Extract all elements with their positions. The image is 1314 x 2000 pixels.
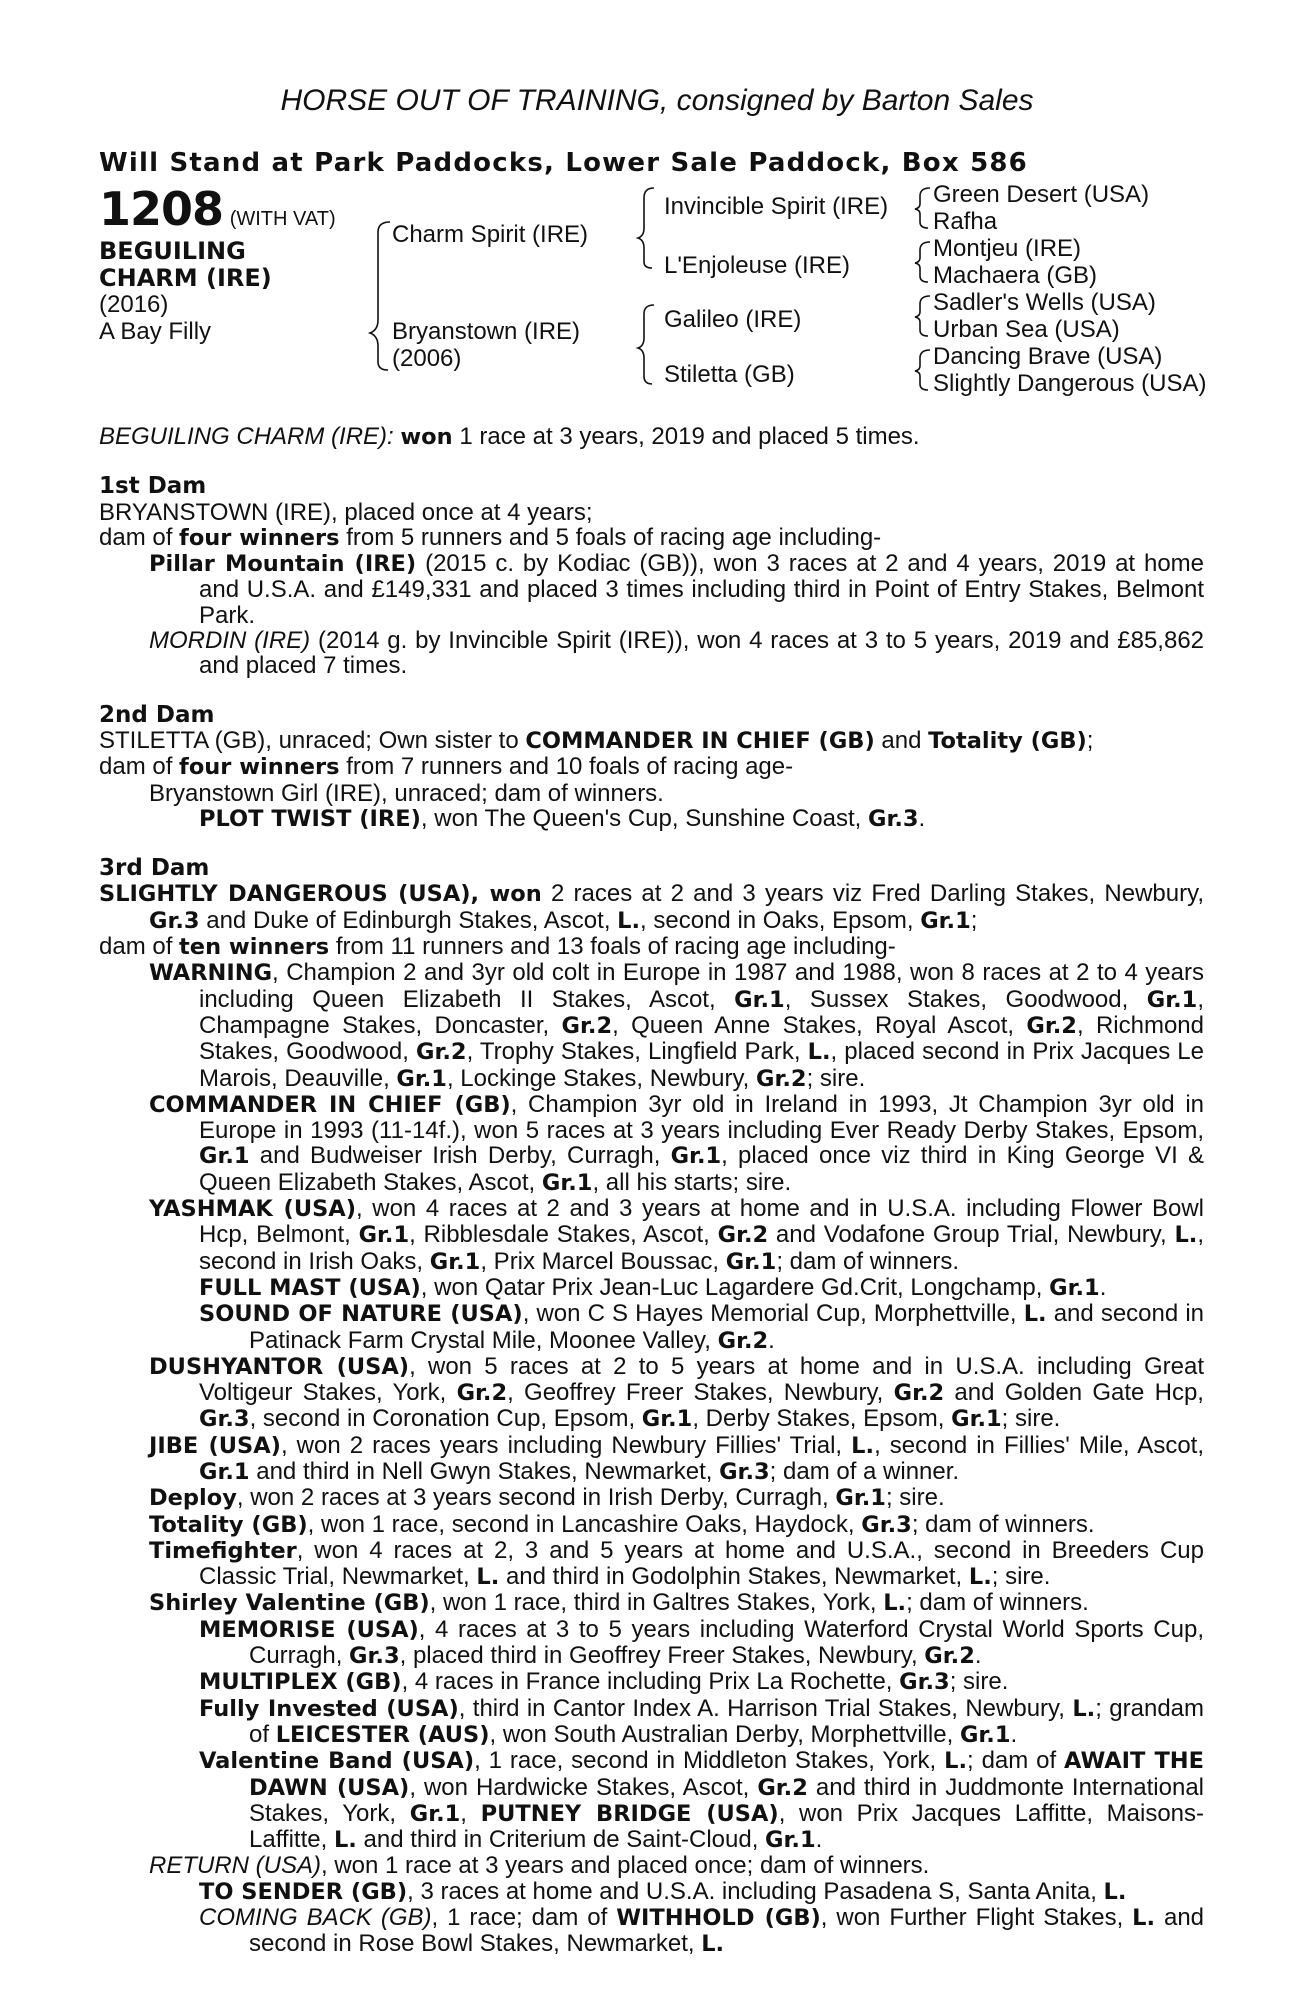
pedigree-g3: Montjeu (IRE) — [933, 235, 1082, 262]
vat-note: (WITH VAT) — [229, 208, 336, 230]
entry-totality: Totality (GB), won 1 race, second in Lancashire Oaks, Haydock, Gr.3; dam of winners. — [149, 1510, 1095, 1538]
pedigree-g1: Green Desert (USA) — [933, 181, 1150, 208]
entry-dushyantor: DUSHYANTOR (USA), won 5 races at 2 to 5 years at home and in U.S.A. including Great Voltigeur Stakes, York, Gr.2, Geoffrey Freer Stakes, Newbury, Gr.2 and Golden Gate Hcp, Gr.3, second in Coronation Cup, Epsom, Gr.1, Derby Stakes, Epsom, Gr.1; sire. — [149, 1352, 1205, 1433]
second-dam-produce: dam of four winners from 7 runners and 10 foals of racing age- — [99, 753, 794, 781]
third-dam-produce: dam of ten winners from 11 runners and 13 foals of racing age including- — [99, 933, 896, 961]
pedigree-dam-sire: Galileo (IRE) — [664, 306, 802, 333]
first-dam-entry-2: MORDIN (IRE) (2014 g. by Invincible Spirit (IRE)), won 4 races at 3 to 5 years, 2019 and £85,862 and placed 7 times. — [149, 627, 1205, 680]
first-dam-name: BRYANSTOWN (IRE), placed once at 4 years; — [99, 498, 593, 526]
pedigree-g7: Dancing Brave (USA) — [933, 343, 1163, 370]
foaling-year: (2016) — [99, 291, 169, 318]
pedigree-g4: Machaera (GB) — [933, 262, 1098, 289]
pedigree-g8: Slightly Dangerous (USA) — [933, 370, 1207, 397]
second-dam-entry-1: Bryanstown Girl (IRE), unraced; dam of winners. — [149, 779, 664, 807]
entry-return: RETURN (USA), won 1 race at 3 years and placed once; dam of winners. — [149, 1852, 930, 1880]
horse-description: A Bay Filly — [99, 318, 212, 345]
entry-fully-invested: Fully Invested (USA), third in Cantor Index A. Harrison Trial Stakes, Newbury, L.; grandam of LEICESTER (AUS), won South Australian Derby, Morphettville, Gr.1. — [199, 1694, 1205, 1748]
bracket-g3-3 — [915, 296, 930, 336]
pedigree-dam-dam: Stiletta (GB) — [664, 361, 795, 388]
pedigree-dam-year: (2006) — [392, 345, 462, 372]
third-dam-title: 3rd Dam — [99, 855, 210, 882]
bracket-g3-2 — [915, 242, 930, 282]
catalogue-body — [99, 424, 1204, 1958]
entry-jibe: JIBE (USA), won 2 races years including Newbury Fillies' Trial, L., second in Fillies' Mile, Ascot, Gr.1 and third in Nell Gwyn Stakes, Newmarket, Gr.3; dam of a winner. — [149, 1431, 1204, 1485]
horse-name-line1: BEGUILING — [99, 237, 246, 265]
bracket-gen1 — [370, 222, 390, 370]
race-summary: BEGUILING CHARM (IRE): won 1 race at 3 years, 2019 and placed 5 times. — [99, 423, 920, 450]
bracket-g3-1 — [915, 188, 930, 228]
bracket-g3-4 — [915, 350, 930, 390]
pedigree-sire-dam: L'Enjoleuse (IRE) — [664, 252, 850, 279]
standing-location: Will Stand at Park Paddocks, Lower Sale Paddock, Box 586 — [99, 148, 1028, 178]
second-dam-name: STILETTA (GB), unraced; Own sister to COMMANDER IN CHIEF (GB) and Totality (GB); — [99, 726, 1094, 754]
entry-sound-of-nature: SOUND OF NATURE (USA), won C S Hayes Memorial Cup, Morphettville, L. and second in Patinack Farm Crystal Mile, Moonee Valley, Gr.2. — [199, 1300, 1205, 1354]
entry-multiplex: MULTIPLEX (GB), 4 races in France including Prix La Rochette, Gr.3; sire. — [199, 1668, 1009, 1696]
entry-timefighter: Timefighter, won 4 races at 2, 3 and 5 years at home and U.S.A., second in Breeders Cup Classic Trial, Newmarket, L. and third in Godolphin Stakes, Newmarket, L.; sire. — [149, 1536, 1204, 1591]
entry-full-mast: FULL MAST (USA), won Qatar Prix Jean-Luc Lagardere Gd.Crit, Longchamp, Gr.1. — [199, 1273, 1107, 1301]
entry-yashmak: YASHMAK (USA), won 4 races at 2 and 3 years at home and in U.S.A. including Flower Bowl Hcp, Belmont, Gr.1, Ribblesdale Stakes, Ascot, Gr.2 and Vodafone Group Trial, Newbury, L., second in Irish Oaks, Gr.1, Prix Marcel Boussac, Gr.1; dam of winners. — [149, 1195, 1205, 1275]
pedigree-sire-sire: Invincible Spirit (IRE) — [664, 193, 889, 220]
first-dam-entry-1: Pillar Mountain (IRE) (2015 c. by Kodiac (GB)), won 3 races at 2 and 4 years, 2019 at home and U.S.A. and £149,331 and placed 3 times including third in Point of Entry Stakes, Belmont Park. — [149, 550, 1205, 629]
pedigree-dam: Bryanstown (IRE) — [392, 318, 581, 345]
entry-deploy: Deploy, won 2 races at 3 years second in Irish Derby, Curragh, Gr.1; sire. — [149, 1484, 945, 1512]
pedigree-g5: Sadler's Wells (USA) — [933, 289, 1156, 316]
first-dam-title: 1st Dam — [99, 473, 207, 500]
bracket-gen2-dam — [638, 305, 654, 384]
pedigree-sire: Charm Spirit (IRE) — [392, 221, 589, 248]
pedigree-g6: Urban Sea (USA) — [933, 316, 1120, 343]
bracket-gen2-sire — [638, 188, 654, 268]
entry-commander-in-chief: COMMANDER IN CHIEF (GB), Champion 3yr old in Ireland in 1993, Jt Champion 3yr old in Europe in 1993 (11-14f.), won 5 races at 3 years including Ever Ready Derby Stakes, Epsom, Gr.1 and Budweiser Irish Derby, Curragh, Gr.1, placed once viz third in King George VI & Queen Elizabeth Stakes, Ascot, Gr.1, all his starts; sire. — [149, 1090, 1205, 1196]
entry-warning: WARNING, Champion 2 and 3yr old colt in Europe in 1987 and 1988, won 8 races at 2 to 4 years including Queen Elizabeth II Stakes, Ascot, Gr.1, Sussex Stakes, Goodwood, Gr.1, Champagne Stakes, Doncaster, Gr.2, Queen Anne Stakes, Royal Ascot, Gr.2, Richmond Stakes, Goodwood, Gr.2, Trophy Stakes, Lingfield Park, L., placed second in Prix Jacques Le Marois, Deauville, Gr.1, Lockinge Stakes, Newbury, Gr.2; sire. — [149, 959, 1205, 1092]
third-dam-name: SLIGHTLY DANGEROUS (USA), won 2 races at 2 and 3 years viz Fred Darling Stakes, Newbury, Gr.3 and Duke of Edinburgh Stakes, Ascot, L., second in Oaks, Epsom, Gr.1; — [99, 880, 1204, 934]
pedigree-g2: Rafha — [933, 208, 998, 235]
entry-to-sender: TO SENDER (GB), 3 races at home and U.S.A. including Pasadena S, Santa Anita, L. — [199, 1877, 1127, 1905]
entry-shirley-valentine: Shirley Valentine (GB), won 1 race, third in Galtres Stakes, York, L.; dam of winners. — [149, 1589, 1089, 1617]
page-title: HORSE OUT OF TRAINING, consigned by Barton Sales — [280, 84, 1034, 117]
second-dam-title: 2nd Dam — [99, 701, 215, 728]
first-dam-produce: dam of four winners from 5 runners and 5 foals of racing age including- — [99, 523, 882, 551]
horse-name-line2: CHARM (IRE) — [99, 264, 272, 292]
second-dam-entry-2: PLOT TWIST (IRE), won The Queen's Cup, Sunshine Coast, Gr.3. — [199, 804, 926, 832]
entry-valentine-band: Valentine Band (USA), 1 race, second in Middleton Stakes, York, L.; dam of AWAIT THE DAWN (USA), won Hardwicke Stakes, Ascot, Gr.2 and third in Juddmonte International Stakes, York, Gr.1, PUTNEY BRIDGE (USA), won Prix Jacques Laffitte, Maisons-Laffitte, L. and third in Criterium de Saint-Cloud, Gr.1. — [199, 1747, 1205, 1854]
entry-memorise: MEMORISE (USA), 4 races at 3 to 5 years including Waterford Crystal World Sports Cup, Curragh, Gr.3, placed third in Geoffrey Freer Stakes, Newbury, Gr.2. — [199, 1615, 1204, 1670]
lot-number: 1208 — [99, 182, 224, 236]
entry-coming-back: COMING BACK (GB), 1 race; dam of WITHHOLD (GB), won Further Flight Stakes, L. and second in Rose Bowl Stakes, Newmarket, L. — [199, 1904, 1205, 1958]
